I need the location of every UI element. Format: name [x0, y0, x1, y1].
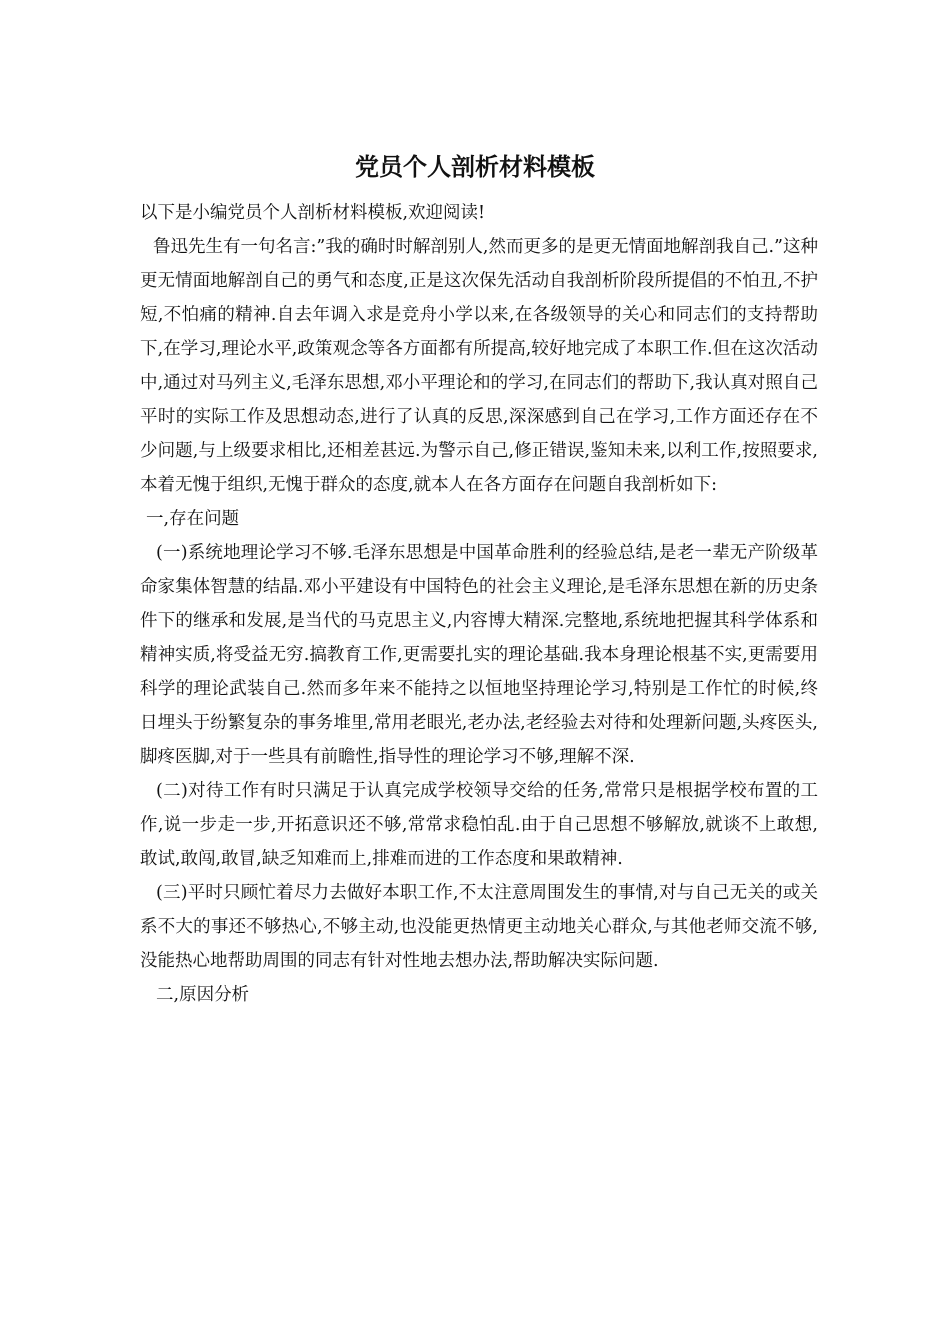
problem-item-3: (三)平时只顾忙着尽力去做好本职工作,不太注意周围发生的事情,对与自己无关的或关系不大的事还不够热心,不够主动,也没能更热情更主动地关心群众,与其他老师交流不够,没能热心地帮助周围的同志有针对性地去想办法,帮助解决实际问题.	[140, 883, 818, 971]
section-heading-cause-analysis: 二,原因分析	[156, 985, 250, 1005]
intro-paragraph: 以下是小编党员个人剖析材料模板,欢迎阅读!	[140, 203, 486, 223]
paragraph-lu-xun-quote: 鲁迅先生有一句名言:”我的确时时解剖别人,然而更多的是更无情面地解剖我自己.”这种更无情面地解剖自己的勇气和态度,正是这次保先活动自我剖析阶段所提倡的不怕丑,不护短,不怕痛的精神.自去年调入求是竞舟小学以来,在各级领导的关心和同志们的支持帮助下,在学习,理论水平,政策观念等各方面都有所提高,较好地完成了本职工作.但在这次活动中,通过对马列主义,毛泽东思想,邓小平理论和的学习,在同志们的帮助下,我认真对照自己平时的实际工作及思想动态,进行了认真的反思,深深感到自己在学习,工作方面还存在不少问题,与上级要求相比,还相差甚远.为警示自己,修正错误,鉴知未来,以利工作,按照要求,本着无愧于组织,无愧于群众的态度,就本人在各方面存在问题自我剖析如下:	[140, 237, 818, 495]
problem-item-1: (一)系统地理论学习不够.毛泽东思想是中国革命胜利的经验总结,是老一辈无产阶级革命家集体智慧的结晶.邓小平建设有中国特色的社会主义理论,是毛泽东思想在新的历史条件下的继承和发展,是当代的马克思主义,内容博大精深.完整地,系统地把握其科学体系和精神实质,将受益无穷.搞教育工作,更需要扎实的理论基础.我本身理论根基不实,更需要用科学的理论武装自己.然而多年来不能持之以恒地坚持理论学习,特别是工作忙的时候,终日埋头于纷繁复杂的事务堆里,常用老眼光,老办法,老经验去对待和处理新问题,头疼医头,脚疼医脚,对于一些具有前瞻性,指导性的理论学习不够,理解不深.	[140, 543, 818, 767]
section-heading-problems: 一,存在问题	[146, 509, 240, 529]
document-body	[140, 196, 818, 1012]
document-title: 党员个人剖析材料模板	[355, 152, 595, 181]
problem-item-2: (二)对待工作有时只满足于认真完成学校领导交给的任务,常常只是根据学校布置的工作,说一步走一步,开拓意识还不够,常常求稳怕乱.由于自己思想不够解放,就谈不上敢想,敢试,敢闯,敢冒,缺乏知难而上,排难而进的工作态度和果敢精神.	[140, 781, 818, 869]
